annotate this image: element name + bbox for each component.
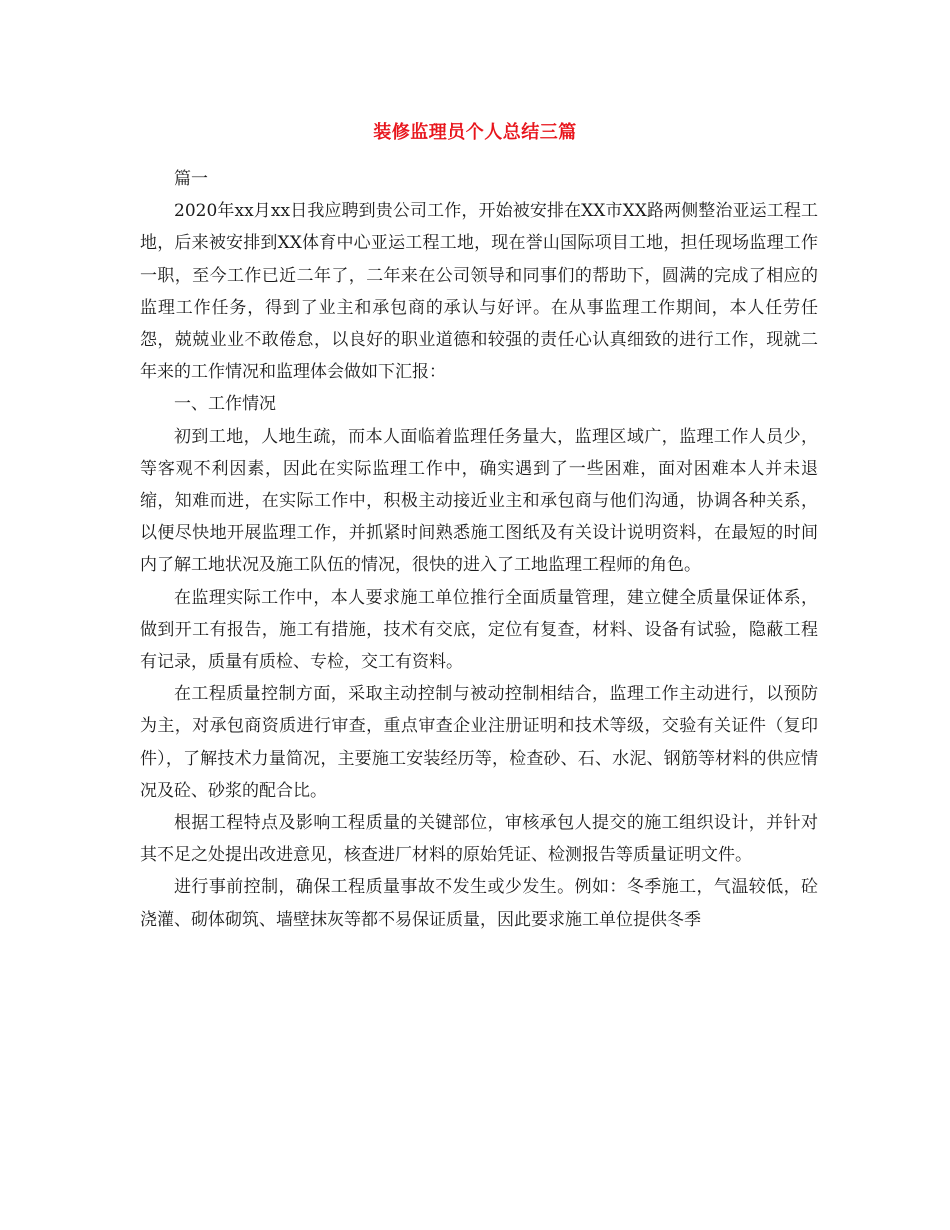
body-paragraph: 根据工程特点及影响工程质量的关键部位，审核承包人提交的施工组织设计，并针对其不足之处提出改进意见，核查进厂材料的原始凭证、检测报告等质量证明文件。 <box>140 813 818 866</box>
section-subheading: 一、工作情况 <box>174 394 276 415</box>
section-label: 篇一 <box>174 169 208 189</box>
document-title: 装修监理员个人总结三篇 <box>373 122 577 143</box>
document-body <box>140 163 818 936</box>
body-paragraph: 在工程质量控制方面，采取主动控制与被动控制相结合，监理工作主动进行，以预防为主，对承包商资质进行审查，重点审查企业注册证明和技术等级，交验有关证件（复印件），了解技术力量简况，主要施工安装经历等，检查砂、石、水泥、钢筋等材料的供应情况及砼、砂浆的配合比。 <box>140 684 818 801</box>
body-paragraph: 进行事前控制，确保工程质量事故不发生或少发生。例如：冬季施工，气温较低，砼浇灌、砌体砌筑、墙壁抹灰等都不易保证质量，因此要求施工单位提供冬季 <box>140 877 818 930</box>
intro-paragraph: 2020年xx月xx日我应聘到贵公司工作，开始被安排在XX市XX路两侧整治亚运工程工地，后来被安排到XX体育中心亚运工程工地，现在誉山国际项目工地，担任现场监理工作一职，至今工作已近二年了，二年来在公司领导和同事们的帮助下，圆满的完成了相应的监理工作任务，得到了业主和承包商的承认与好评。在从事监理工作期间，本人任劳任怨，兢兢业业不敢倦怠，以良好的职业道德和较强的责任心认真细致的进行工作，现就二年来的工作情况和监理体会做如下汇报： <box>140 201 818 383</box>
body-paragraph: 初到工地，人地生疏，而本人面临着监理任务量大，监理区域广，监理工作人员少，等客观不利因素，因此在实际监理工作中，确实遇到了一些困难，面对困难本人并未退缩，知难而进，在实际工作中，积极主动接近业主和承包商与他们沟通，协调各种关系，以便尽快地开展监理工作，并抓紧时间熟悉施工图纸及有关设计说明资料，在最短的时间内了解工地状况及施工队伍的情况，很快的进入了工地监理工程师的角色。 <box>140 426 818 576</box>
body-paragraph: 在监理实际工作中，本人要求施工单位推行全面质量管理，建立健全质量保证体系，做到开工有报告，施工有措施，技术有交底，定位有复查，材料、设备有试验，隐蔽工程有记录，质量有质检、专检，交工有资料。 <box>140 587 818 673</box>
